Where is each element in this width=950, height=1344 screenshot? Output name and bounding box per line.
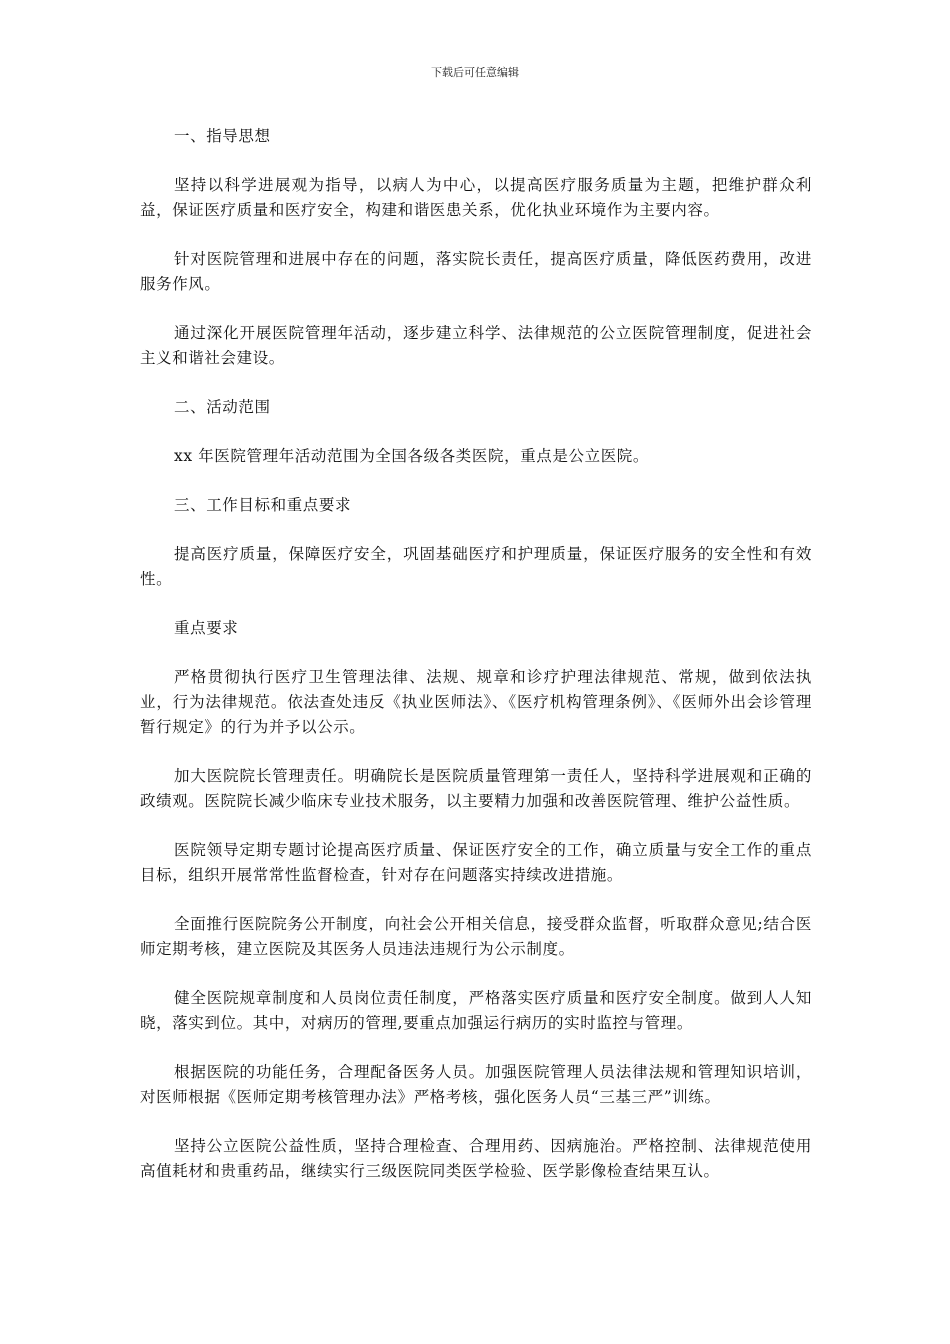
section-heading-guiding-ideology: 一、指导思想 bbox=[174, 127, 271, 145]
paragraph: 严格贯彻执行医疗卫生管理法律、法规、规章和诊疗护理法律规范、常规，做到依法执业，行为法律规范。依法查处违反《执业医师法》、《医疗机构管理条例》、《医师外出会诊管理暂行规定》的行为并予以公示。 bbox=[140, 668, 812, 736]
paragraph: 通过深化开展医院管理年活动，逐步建立科学、法律规范的公立医院管理制度，促进社会主义和谐社会建设。 bbox=[140, 324, 812, 367]
section-heading-activity-scope: 二、活动范围 bbox=[174, 398, 271, 416]
page-header-note: 下载后可任意编辑 bbox=[431, 66, 519, 79]
subheading-key-requirements: 重点要求 bbox=[174, 619, 239, 637]
document-body bbox=[140, 124, 812, 1208]
paragraph: 根据医院的功能任务，合理配备医务人员。加强医院管理人员法律法规和管理知识培训，对医师根据《医师定期考核管理办法》严格考核，强化医务人员“三基三严”训练。 bbox=[140, 1063, 812, 1106]
paragraph: 坚持公立医院公益性质，坚持合理检查、合理用药、因病施治。严格控制、法律规范使用高值耗材和贵重药品，继续实行三级医院同类医学检验、医学影像检查结果互认。 bbox=[140, 1137, 812, 1180]
paragraph: 针对医院管理和进展中存在的问题，落实院长责任，提高医疗质量，降低医药费用，改进服务作风。 bbox=[140, 250, 812, 293]
paragraph: xx 年医院管理年活动范围为全国各级各类医院，重点是公立医院。 bbox=[174, 447, 650, 465]
paragraph: 加大医院院长管理责任。明确院长是医院质量管理第一责任人，坚持科学进展观和正确的政绩观。医院院长减少临床专业技术服务，以主要精力加强和改善医院管理、维护公益性质。 bbox=[140, 767, 812, 810]
paragraph: 坚持以科学进展观为指导，以病人为中心，以提高医疗服务质量为主题，把维护群众利益，保证医疗质量和医疗安全，构建和谐医患关系，优化执业环境作为主要内容。 bbox=[140, 176, 812, 219]
paragraph: 提高医疗质量，保障医疗安全，巩固基础医疗和护理质量，保证医疗服务的安全性和有效性。 bbox=[140, 545, 812, 588]
paragraph: 健全医院规章制度和人员岗位责任制度，严格落实医疗质量和医疗安全制度。做到人人知晓，落实到位。其中，对病历的管理,要重点加强运行病历的实时监控与管理。 bbox=[140, 989, 812, 1032]
paragraph: 医院领导定期专题讨论提高医疗质量、保证医疗安全的工作，确立质量与安全工作的重点目标，组织开展常常性监督检查，针对存在问题落实持续改进措施。 bbox=[140, 841, 812, 884]
paragraph: 全面推行医院院务公开制度，向社会公开相关信息，接受群众监督，听取群众意见;结合医师定期考核，建立医院及其医务人员违法违规行为公示制度。 bbox=[140, 915, 812, 958]
section-heading-goals-requirements: 三、工作目标和重点要求 bbox=[174, 496, 352, 514]
